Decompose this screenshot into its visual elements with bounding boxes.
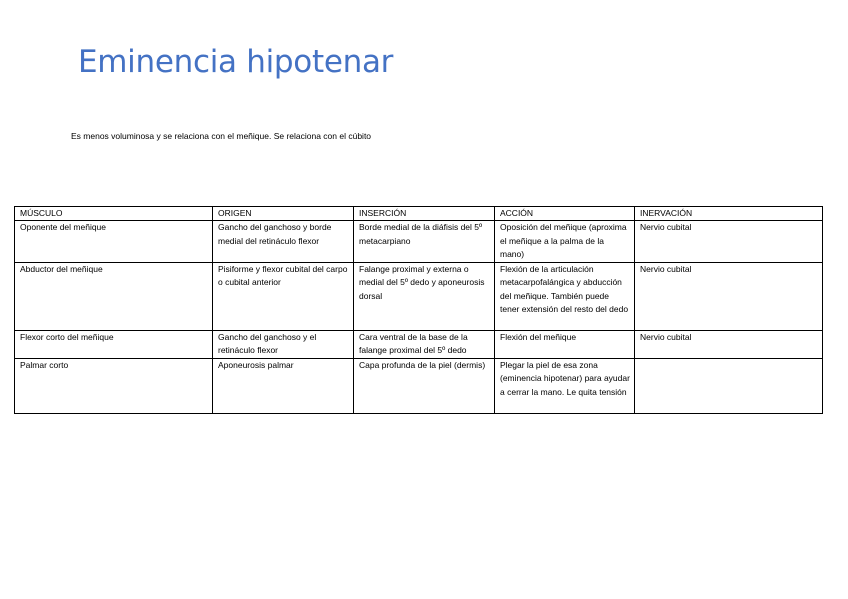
cell-insercion: Capa profunda de la piel (dermis) [354, 358, 495, 413]
cell-accion: Flexión de la articulación metacarpofalángica y abducción del meñique. También puede tener extensión del resto del dedo [495, 262, 635, 330]
header-insercion: INSERCIÓN [354, 207, 495, 221]
cell-origen: Aponeurosis palmar [213, 358, 354, 413]
table-row [15, 221, 823, 263]
table-row [15, 262, 823, 330]
cell-inervacion [635, 358, 823, 413]
cell-origen: Gancho del ganchoso y el retináculo flexor [213, 330, 354, 358]
page-title: Eminencia hipotenar [78, 44, 394, 80]
cell-insercion: Borde medial de la diáfisis del 5º metacarpiano [354, 221, 495, 263]
cell-origen: Gancho del ganchoso y borde medial del retináculo flexor [213, 221, 354, 263]
cell-accion: Flexión del meñique [495, 330, 635, 358]
intro-paragraph: Es menos voluminosa y se relaciona con el meñique. Se relaciona con el cúbito [71, 131, 372, 141]
cell-musculo: Flexor corto del meñique [15, 330, 213, 358]
header-accion: ACCIÓN [495, 207, 635, 221]
table-row [15, 358, 823, 413]
header-inervacion: INERVACIÓN [635, 207, 823, 221]
cell-musculo: Oponente del meñique [15, 221, 213, 263]
cell-accion: Oposición del meñique (aproxima el meñique a la palma de la mano) [495, 221, 635, 263]
cell-inervacion: Nervio cubital [635, 330, 823, 358]
cell-accion: Plegar la piel de esa zona (eminencia hipotenar) para ayudar a cerrar la mano. Le quita tensión [495, 358, 635, 413]
cell-musculo: Abductor del meñique [15, 262, 213, 330]
cell-insercion: Falange proximal y externa o medial del 5º dedo y aponeurosis dorsal [354, 262, 495, 330]
table-row [15, 330, 823, 358]
table-header-row [15, 207, 823, 221]
header-origen: ORIGEN [213, 207, 354, 221]
cell-insercion: Cara ventral de la base de la falange proximal del 5º dedo [354, 330, 495, 358]
cell-origen: Pisiforme y flexor cubital del carpo o cubital anterior [213, 262, 354, 330]
muscle-table [14, 206, 823, 414]
cell-inervacion: Nervio cubital [635, 262, 823, 330]
header-musculo: MÚSCULO [15, 207, 213, 221]
cell-inervacion: Nervio cubital [635, 221, 823, 263]
cell-musculo: Palmar corto [15, 358, 213, 413]
